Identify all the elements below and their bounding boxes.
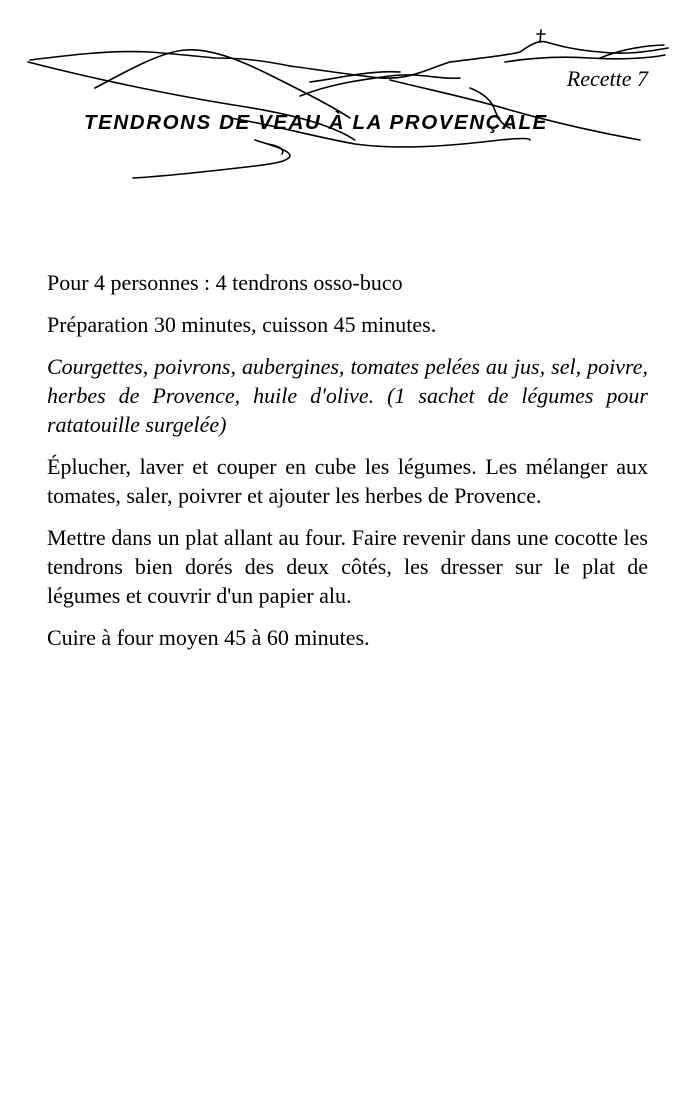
recipe-body	[47, 268, 648, 665]
mountain-landscape-illustration	[0, 0, 700, 200]
recipe-number: Recette 7	[566, 66, 648, 91]
timing-text: Préparation 30 minutes, cuisson 45 minutes.	[47, 312, 437, 337]
page-header	[0, 0, 700, 200]
servings-text: Pour 4 personnes : 4 tendrons osso-buco	[47, 270, 403, 295]
step-1-text: Éplucher, laver et couper en cube les légumes. Les mélanger aux tomates, saler, poivrer et ajouter les herbes de Provence.	[47, 454, 648, 508]
step-2-text: Mettre dans un plat allant au four. Faire revenir dans une cocotte les tendrons bien dorés des deux côtés, les dresser sur le plat de légumes et couvrir d'un papier alu.	[47, 525, 648, 608]
recipe-title: TENDRONS DE VEAU À LA PROVENÇALE	[84, 111, 548, 134]
step-3-text: Cuire à four moyen 45 à 60 minutes.	[47, 625, 370, 650]
ingredients-text: Courgettes, poivrons, aubergines, tomates pelées au jus, sel, poivre, herbes de Provence, huile d'olive. (1 sachet de légumes pour ratatouille surgelée)	[47, 354, 648, 437]
